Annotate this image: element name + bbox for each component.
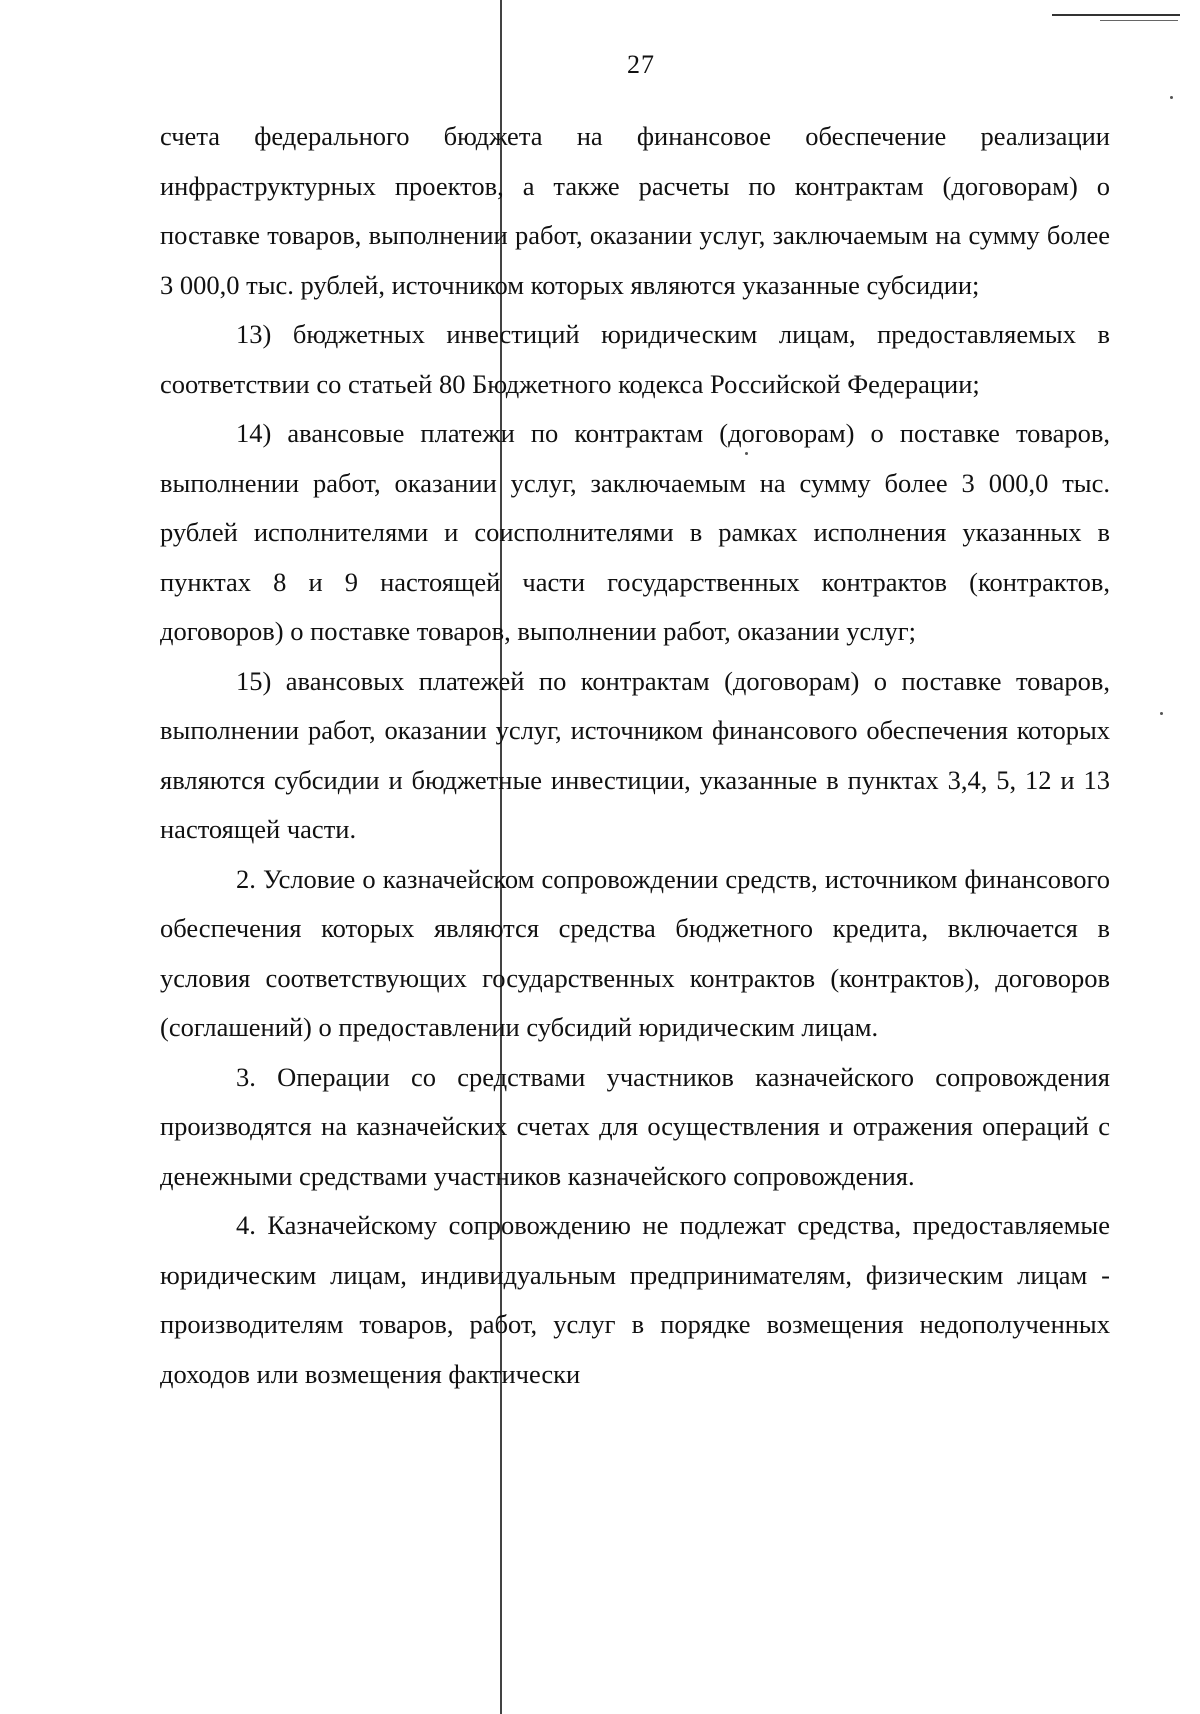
scan-artifact-line: [1052, 14, 1180, 16]
page-number: 27: [627, 50, 655, 79]
scan-artifact-line: [1100, 20, 1178, 21]
scan-artifact-dot: [1160, 712, 1163, 715]
scan-artifact-dot: [1170, 96, 1173, 99]
paragraph-section-3: 3. Операции со средствами участников казначейского сопровождения производятся на казначейских счетах для осуществления и отражения операций с денежными средствами участников казначейского сопровождения.: [160, 1061, 1110, 1191]
paragraph-section-2: 2. Условие о казначейском сопровождении средств, источником финансового обеспечения которых являются средства бюджетного кредита, включается в условия соответствующих государственных контрактов (контрактов), договоров (соглашений) о предоставлении субсидий юридическим лицам.: [160, 863, 1110, 1042]
document-body: [160, 112, 1110, 1399]
paragraph-continuation: счета федерального бюджета на финансовое обеспечение реализации инфраструктурных проектов, а также расчеты по контрактам (договорам) о поставке товаров, выполнении работ, оказании услуг, заключаемым на сумму более 3 000,0 тыс. рублей, источником которых являются указанные субсидии;: [160, 121, 1110, 300]
paragraph-item-15: 15) авансовых платежей по контрактам (договорам) о поставке товаров, выполнении работ, оказании услуг, источником финансового обеспечения которых являются субсидии и бюджетные инвестиции, указанные в пунктах 3,4, 5, 12 и 13 настоящей части.: [160, 665, 1110, 844]
paragraph-item-14: 14) авансовые платежи по контрактам (договорам) о поставке товаров, выполнении работ, оказании услуг, заключаемым на сумму более 3 000,0 тыс. рублей исполнителями и соисполнителями в рамках исполнения указанных в пунктах 8 и 9 настоящей части государственных контрактов (контрактов, договоров) о поставке товаров, выполнении работ, оказании услуг;: [160, 418, 1110, 646]
paragraph-item-13: 13) бюджетных инвестиций юридическим лицам, предоставляемых в соответствии со статьей 80 Бюджетного кодекса Российской Федерации;: [160, 319, 1110, 399]
paragraph-section-4: 4. Казначейскому сопровождению не подлежат средства, предоставляемые юридическим лицам, индивидуальным предпринимателям, физическим лицам - производителям товаров, работ, услуг в порядке возмещения недополученных доходов или возмещения фактически: [160, 1210, 1110, 1389]
